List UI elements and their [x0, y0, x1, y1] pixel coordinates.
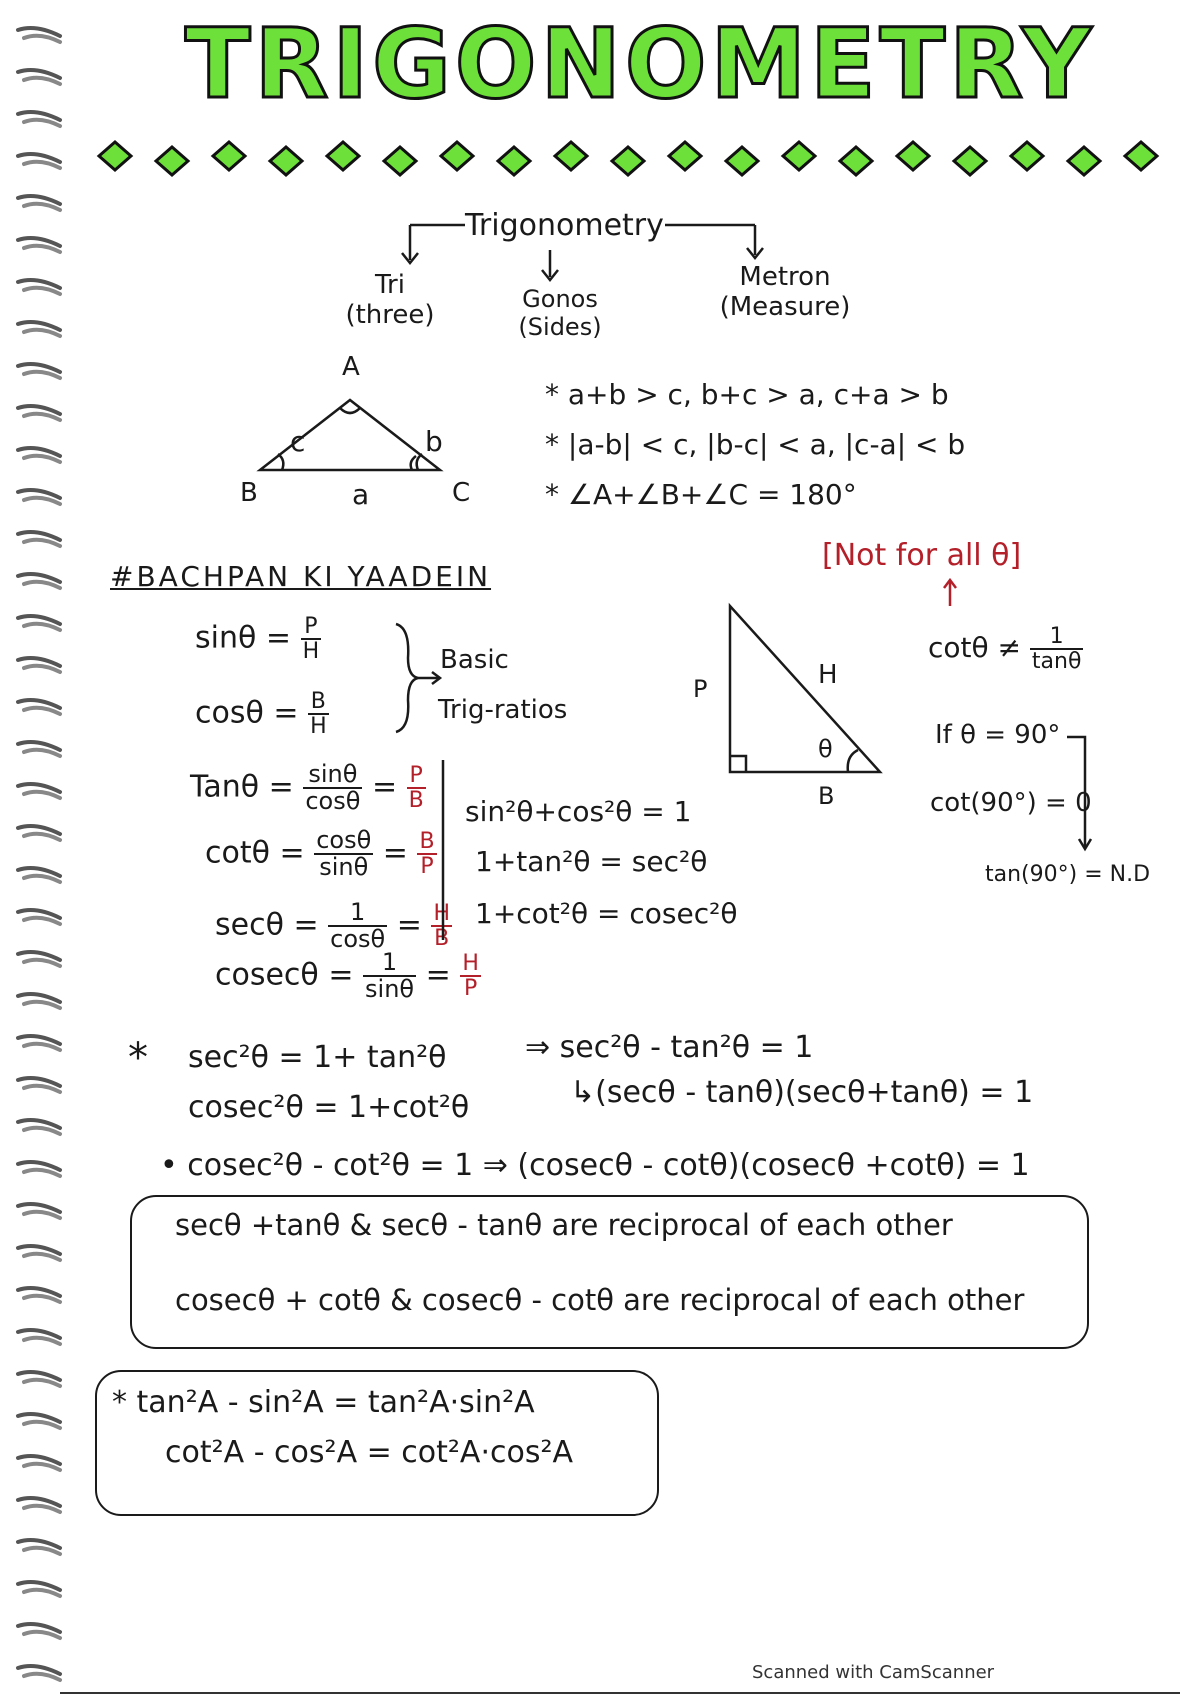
spiral-loop-shadow [24, 1590, 60, 1596]
ratio-tan: Tanθ = $\frac{\sin\theta}{\cos\theta}$ = $\frac{P}{B}$ [190, 760, 424, 816]
right-triangle-b-label: B [818, 782, 835, 810]
spiral-loop-shadow [24, 1212, 60, 1218]
ratio-tan-den2: B [408, 788, 424, 814]
right-triangle-theta-label: θ [818, 735, 833, 763]
right-triangle [720, 600, 890, 780]
ratio-sec-den: cosθ [330, 925, 386, 954]
title-diamond [270, 147, 302, 175]
ratio-cosec: cosecθ = $\frac{1}{\sin\theta}$ = $\frac{H}{P}$ [215, 948, 479, 1004]
tree-child-tri [335, 270, 445, 330]
title-diamond [156, 147, 188, 175]
spiral-loop-shadow [24, 1254, 60, 1260]
tree-child-gonos-word: Gonos [522, 285, 598, 313]
note-up-arrow [940, 578, 960, 608]
title-diamond-row [95, 130, 1195, 190]
spiral-loop-shadow [24, 1296, 60, 1302]
spiral-loop-shadow [24, 582, 60, 588]
reciprocal-line-2: cosecθ + cotθ & cosecθ - cotθ are reciprocal of each other [175, 1283, 1025, 1317]
tree-child-tri-word: Tri [375, 270, 405, 300]
triangle-rule-1: * a+b > c, b+c > a, c+a > b [545, 378, 949, 411]
spiral-loop-shadow [24, 1380, 60, 1386]
spiral-loop-shadow [24, 1464, 60, 1470]
title-diamond [669, 142, 701, 170]
brace-label-trig-ratios: Trig-ratios [438, 695, 568, 725]
identity-star: * [128, 1035, 148, 1081]
identity-line-1-arrow: ⇒ sec²θ - tan²θ = 1 [525, 1030, 814, 1065]
ratio-cot-num2: B [419, 829, 435, 855]
ratio-sin-den: H [302, 639, 320, 665]
spiral-loop-shadow [24, 1422, 60, 1428]
title-diamond [1068, 147, 1100, 175]
title-diamond [1125, 142, 1157, 170]
ratio-divider-line [438, 760, 448, 940]
ratio-cos-num: B [308, 690, 329, 715]
ratio-sec: secθ = $\frac{1}{\cos\theta}$ = $\frac{H}{B}$ [215, 898, 450, 954]
title-diamond [783, 142, 815, 170]
ratio-cosec-num: 1 [363, 950, 416, 977]
title-diamond [213, 142, 245, 170]
identity-line-3: • cosec²θ - cot²θ = 1 ⇒ (cosecθ - cotθ)(cosecθ +cotθ) = 1 [160, 1148, 1030, 1183]
identity-line-1: sec²θ = 1+ tan²θ [188, 1040, 447, 1075]
ratio-sin-num: P [301, 615, 322, 640]
spiral-loop-shadow [24, 498, 60, 504]
ratio-tan-num: sinθ [303, 762, 362, 789]
right-triangle-p-label: P [693, 675, 708, 703]
spiral-loop-shadow [24, 456, 60, 462]
ratio-cot-den: sinθ [319, 853, 369, 882]
spiral-loop-shadow [24, 792, 60, 798]
tree-child-metron-meaning: (Measure) [719, 292, 851, 322]
ratio-cosec-lhs: cosecθ = [215, 957, 354, 993]
ratio-sec-den2: B [434, 926, 450, 952]
ratio-sec-lhs: secθ = [215, 907, 319, 943]
title-diamond [612, 147, 644, 175]
title-diamond [99, 142, 131, 170]
side-c-label: c [290, 425, 306, 458]
ratio-tan-num2: P [407, 764, 426, 789]
ratio-cot-num: cosθ [316, 826, 372, 854]
ratio-cosec-den: sinθ [365, 975, 415, 1004]
spiral-loop-shadow [24, 540, 60, 546]
identity-line-1-sub: ↳(secθ - tanθ)(secθ+tanθ) = 1 [570, 1075, 1034, 1110]
tree-child-gonos [505, 285, 615, 341]
ratio-tan-den: cosθ [305, 787, 361, 816]
title-diamond [498, 147, 530, 175]
note-bracket-arrow [1065, 735, 1095, 855]
pythagorean-identity-2: 1+tan²θ = sec²θ [475, 845, 708, 878]
pythagorean-identity-1: sin²θ+cos²θ = 1 [465, 795, 692, 828]
vertex-b-label: B [240, 478, 258, 508]
section-heading: #BACHPAN KI YAADEIN [110, 560, 492, 593]
spiral-loop-shadow [24, 624, 60, 630]
note-cot-lhs: cotθ ≠ [928, 631, 1021, 665]
title-diamond [954, 147, 986, 175]
note-cot-inequality [928, 625, 1083, 673]
spiral-loop-shadow [24, 1548, 60, 1554]
spiral-loop-shadow [24, 204, 60, 210]
note-if-line: If θ = 90° [935, 720, 1061, 750]
spiral-binding [14, 0, 74, 1700]
brace-label-basic: Basic [440, 645, 509, 675]
spiral-loop-shadow [24, 288, 60, 294]
spiral-loop-shadow [24, 876, 60, 882]
tan-sin-identity: * tan²A - sin²A = tan²A·sin²A [112, 1385, 535, 1420]
spiral-loop-shadow [24, 36, 60, 42]
spiral-loop-shadow [24, 1632, 60, 1638]
spiral-loop-shadow [24, 1674, 60, 1680]
spiral-loop-shadow [24, 1506, 60, 1512]
reciprocal-line-1: secθ +tanθ & secθ - tanθ are reciprocal of each other [175, 1208, 953, 1242]
spiral-loop-shadow [24, 708, 60, 714]
ratio-cot-den2: P [420, 854, 434, 880]
cot-cos-identity: cot²A - cos²A = cot²A·cos²A [165, 1435, 574, 1470]
ratio-tan-lhs: Tanθ = [190, 769, 294, 805]
spiral-loop-shadow [24, 666, 60, 672]
spiral-loop-shadow [24, 918, 60, 924]
note-bracket: [Not for all θ] [822, 538, 1022, 573]
ratio-sin [195, 615, 321, 663]
ratio-cot: cotθ = $\frac{\cos\theta}{\sin\theta}$ = $\frac{B}{P}$ [205, 826, 435, 882]
page-title: TRIGONOMETRY [185, 8, 1096, 120]
ratio-cot-lhs: cotθ = [205, 835, 305, 871]
spiral-loop-shadow [24, 372, 60, 378]
spiral-loop-shadow [24, 330, 60, 336]
vertex-c-label: C [452, 478, 471, 508]
spiral-loop-shadow [24, 1128, 60, 1134]
ratio-cos-lhs: cosθ = [195, 695, 299, 731]
note-tan-line: tan(90°) = N.D [985, 862, 1151, 887]
ratio-cosec-den2: P [463, 976, 478, 1002]
identity-line-2: cosec²θ = 1+cot²θ [188, 1090, 470, 1125]
ratio-cos-den: H [310, 714, 327, 740]
vertex-a-label: A [342, 352, 360, 382]
spiral-loop-shadow [24, 1044, 60, 1050]
spiral-loop-shadow [24, 750, 60, 756]
scanner-watermark: Scanned with CamScanner [752, 1662, 995, 1683]
spiral-loop-shadow [24, 1002, 60, 1008]
side-a-label: a [352, 478, 370, 511]
tree-child-metron-word: Metron [739, 262, 831, 292]
title-diamond [441, 142, 473, 170]
title-diamond [840, 147, 872, 175]
title-diamond [555, 142, 587, 170]
title-diamond [897, 142, 929, 170]
title-diamond [327, 142, 359, 170]
bottom-rule [60, 1692, 1180, 1694]
note-cot-num: 1 [1030, 625, 1084, 650]
tree-child-metron [705, 262, 865, 322]
tree-child-tri-meaning: (three) [345, 300, 435, 330]
ratio-cosec-num2: H [462, 951, 479, 977]
spiral-loop-shadow [24, 78, 60, 84]
ratio-sec-num2: H [433, 901, 450, 927]
title-diamond [1011, 142, 1043, 170]
spiral-loop-shadow [24, 120, 60, 126]
spiral-loop-shadow [24, 414, 60, 420]
spiral-loop-shadow [24, 162, 60, 168]
title-diamond [726, 147, 758, 175]
ratio-sin-lhs: sinθ = [195, 620, 292, 656]
pythagorean-identity-3: 1+cot²θ = cosec²θ [475, 897, 738, 930]
spiral-loop-shadow [24, 1086, 60, 1092]
spiral-loop-shadow [24, 1170, 60, 1176]
title-diamond [384, 147, 416, 175]
side-b-label: b [425, 425, 443, 458]
triangle-rule-2: * |a-b| < c, |b-c| < a, |c-a| < b [545, 428, 966, 461]
right-triangle-h-label: H [818, 660, 838, 690]
ratio-sec-num: 1 [328, 900, 387, 927]
spiral-loop-shadow [24, 960, 60, 966]
triangle-rule-3: * ∠A+∠B+∠C = 180° [545, 478, 857, 511]
spiral-loop-shadow [24, 834, 60, 840]
spiral-loop-shadow [24, 246, 60, 252]
ratio-cos [195, 690, 329, 738]
spiral-loop-shadow [24, 1338, 60, 1344]
tree-root: Trigonometry [465, 208, 664, 243]
tree-child-gonos-meaning: (Sides) [518, 313, 602, 341]
note-cot-den: tanθ [1031, 649, 1082, 675]
note-cot-line: cot(90°) = 0 [930, 788, 1092, 818]
